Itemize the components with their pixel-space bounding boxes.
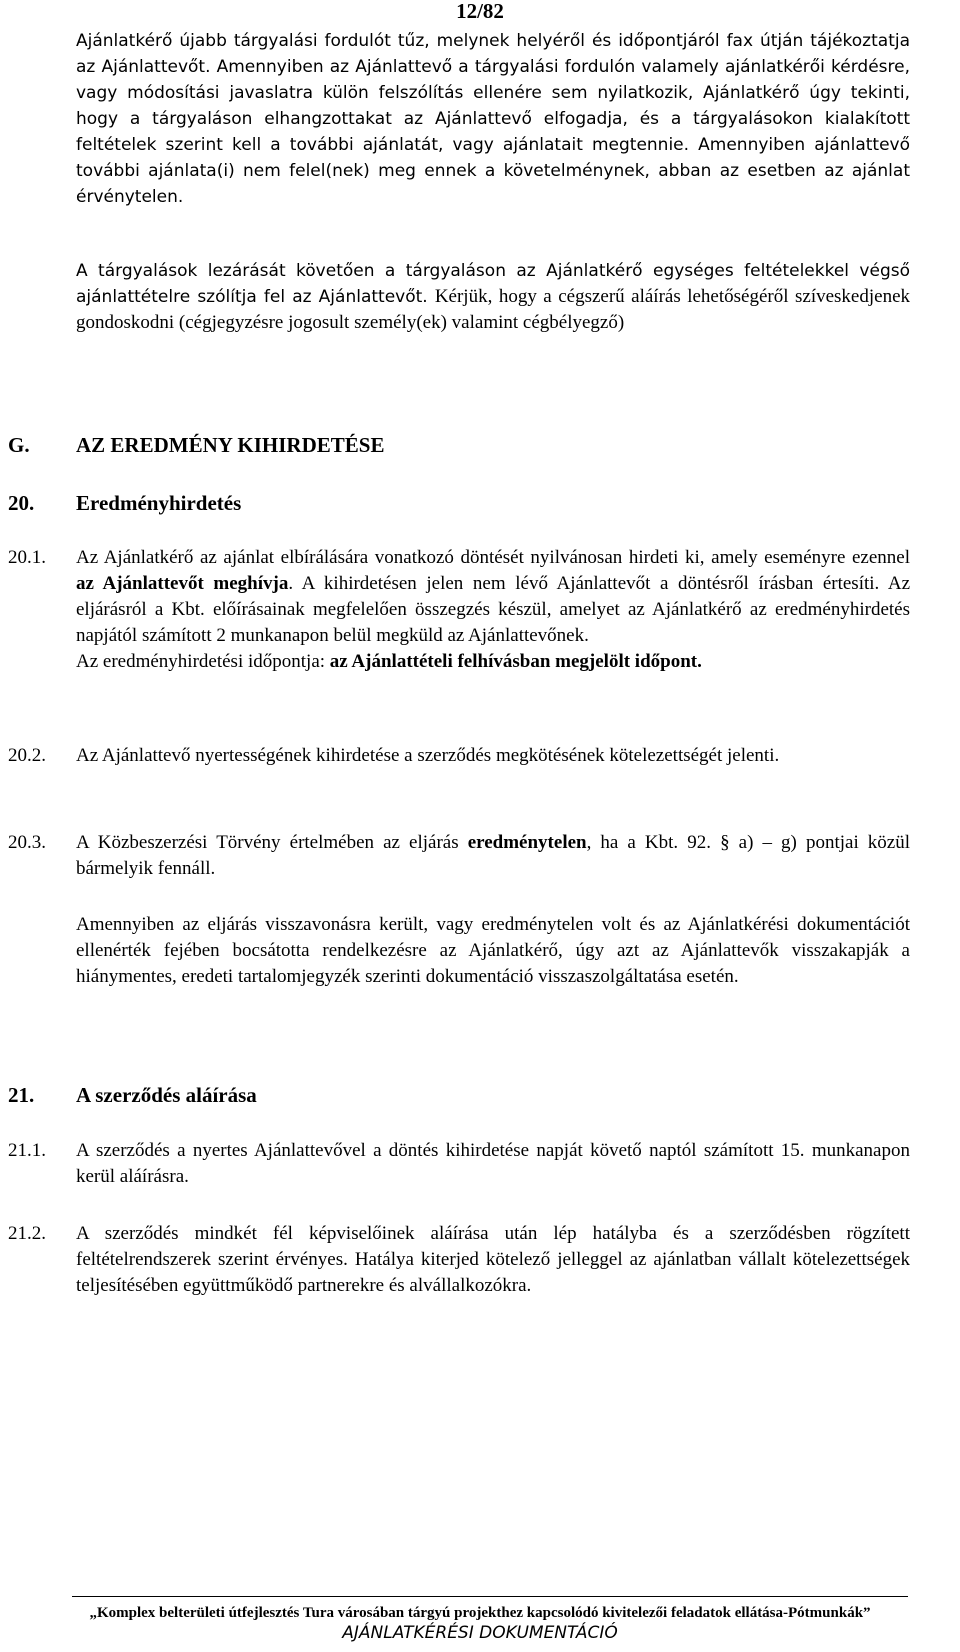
clause-20-3-paragraph-2: Amennyiben az eljárás visszavonásra került, vagy eredménytelen volt és az Ajánlatkérési dokumentációt ellenérték fejében bocsátotta rendelkezésre az Ajánlatkérő, úgy azt az Ajánlattevők visszakapják a hiánymentes, eredeti tartalomjegyzék szerinti dokumentáció visszaszolgáltatása esetén.	[76, 914, 910, 987]
clause-20-1-date-label: Az eredményhirdetési időpontja:	[76, 651, 330, 672]
clause-21-1-number: 21.1.	[8, 1140, 46, 1161]
clause-20-3-text	[76, 830, 910, 882]
intro-paragraph-2-signature-note: Kérjük, hogy a cégszerű aláírás lehetőségéről szíveskedjenek gondoskodni (cégjegyzésre jogosult személy(ek) valamint cégbélyegző)	[76, 286, 911, 333]
intro-paragraph-1-continuation: Amennyiben ajánlattevő további ajánlata(i) nem felel(nek) meg ennek a követelménynek, abban az esetben az ajánlat érvénytelen.	[76, 135, 910, 207]
clause-20-3-unsuccessful: eredménytelen	[467, 832, 587, 853]
intro-paragraph-1-text: Ajánlatkérő újabb tárgyalási fordulót tűz, melynek helyéről és időpontjáról fax útján tájékoztatja az Ajánlattevőt. Amennyiben az Ajánlattevő a tárgyalási fordulón valamely ajánlatkérői kérdésre, vagy módosítási javaslatra külön felszólítás ellenére sem nyilatkozik, Ajánlatkérő úgy tekinti, hogy a tárgyaláson elhangzottakat az Ajánlattevő elfogadja, és a tárgyalásokon kialakított feltételek szerint kell a további ajánlatát, vagy ajánlatait megtennie.	[76, 31, 910, 155]
footer-divider	[72, 1596, 908, 1597]
clause-20-3-number: 20.3.	[8, 832, 46, 853]
intro-paragraph-2	[76, 258, 910, 336]
clause-21-2-number: 21.2.	[8, 1223, 46, 1244]
clause-20-1-invitation: az Ajánlattevőt meghívja	[76, 573, 289, 594]
section-21-title: A szerződés aláírása	[76, 1083, 257, 1107]
section-21-number: 21.	[8, 1083, 35, 1107]
clause-20-1-text-b: . A kihirdetésen jelen nem lévő Ajánlattevőt a döntésről írásban értesíti. Az eljárásról a Kbt. előírásainak megfelelően összegzés készül, amelyet az Ajánlatkérő az eredményhirdetés napjától számított 2 munkanapon belül megküld az Ajánlattevőnek.	[76, 573, 910, 646]
section-g-number: G.	[8, 433, 30, 457]
intro-paragraph-2-text: A tárgyalások lezárását követően a tárgyaláson az Ajánlatkérő egységes feltételekkel végső ajánlattételre szólítja fel az Ajánlattevőt.	[76, 261, 910, 307]
clause-20-3-text-a: A Közbeszerzési Törvény értelmében az eljárás	[76, 832, 468, 853]
clause-21-2-text: A szerződés mindkét fél képviselőinek aláírása után lép hatályba és a szerződésben rögzített feltételrendszerek szerint érvényes. Hatálya kiterjed kötelező jelleggel az ajánlatban vállalt kötelezettségek teljesítésében együttműködő partnerekre és alvállalkozókra.	[76, 1223, 910, 1296]
intro-paragraph-1	[76, 28, 910, 210]
section-20-title: Eredményhirdetés	[76, 491, 242, 515]
clause-21-1-text: A szerződés a nyertes Ajánlattevővel a döntés kihirdetése napját követő naptól számított 15. munkanapon kerül aláírásra.	[76, 1140, 910, 1187]
page-number: 12/82	[456, 0, 504, 23]
section-20-number: 20.	[8, 491, 35, 515]
clause-20-1-date-value: az Ajánlattételi felhívásban megjelölt időpont.	[329, 651, 702, 672]
section-g-title: AZ EREDMÉNY KIHIRDETÉSE	[76, 433, 385, 457]
clause-20-2-number: 20.2.	[8, 745, 46, 766]
clause-20-1-text-a: Az Ajánlatkérő az ajánlat elbírálására vonatkozó döntését nyilvánosan hirdeti ki, amely eseményre ezennel	[76, 547, 910, 568]
clause-20-1-text	[76, 545, 910, 675]
footer-project-title: „Komplex belterületi útfejlesztés Tura városában tárgyú projekthez kapcsolódó kivitelezői feladatok ellátása-Pótmunkák”	[89, 1605, 871, 1621]
clause-20-2-text: Az Ajánlattevő nyertességének kihirdetése a szerződés megkötésének kötelezettségét jelenti.	[76, 745, 780, 766]
clause-20-3-text-b: , ha a Kbt. 92. § a) – g) pontjai közül bármelyik fennáll.	[76, 832, 911, 879]
clause-20-1-number: 20.1.	[8, 547, 46, 568]
footer-document-title: AJÁNLATKÉRÉSI DOKUMENTÁCIÓ	[342, 1623, 618, 1643]
